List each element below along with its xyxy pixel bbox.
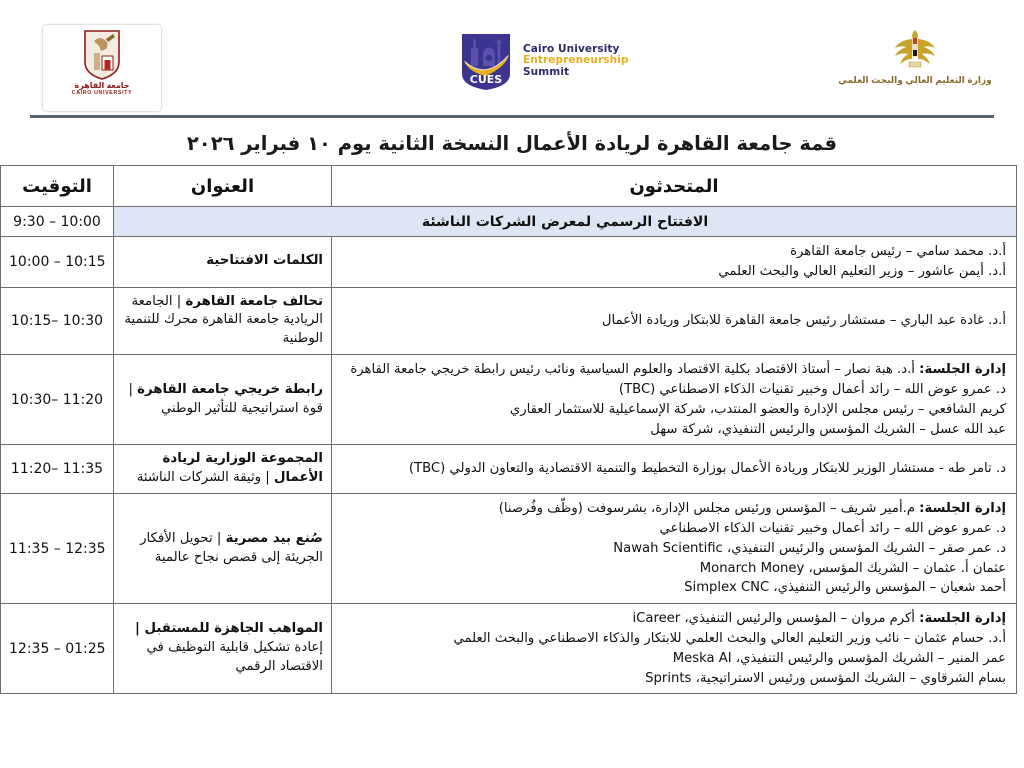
session-title [114, 237, 332, 288]
speaker-line: إدارة الجلسة: أكرم مروان – المؤسس والرئيس التنفيذي، iCareer [632, 611, 1006, 627]
cues-mark-text: CUES [469, 73, 503, 86]
session-title-main: المواهب الجاهزة للمستقبل | [134, 621, 323, 637]
session-time: 10:30– 11:20 [1, 355, 114, 445]
table-row [1, 287, 1017, 355]
session-speakers [332, 604, 1017, 694]
table-row [1, 445, 1017, 494]
document-header [0, 0, 1024, 122]
session-title [114, 494, 332, 604]
session-title-subtitle: إعادة تشكيل قابلية التوظيف في الاقتصاد الرقمي [146, 640, 323, 675]
session-title-subtitle: | الجامعة الريادية جامعة القاهرة محرك للتنمية الوطنية [124, 293, 323, 347]
session-time: 10:15– 10:30 [1, 287, 114, 355]
table-row [1, 207, 1017, 237]
table-row [1, 604, 1017, 694]
ministry-arabic-name: وزارة التعليم العالي والبحث العلمي [838, 75, 992, 85]
table-row [1, 494, 1017, 604]
session-time: 12:35 – 01:25 [1, 604, 114, 694]
speaker-line: أ.د. غادة عبد الباري – مستشار رئيس جامعة القاهرة للابتكار وريادة الأعمال [601, 313, 1006, 328]
session-time: 11:35 – 12:35 [1, 494, 114, 604]
speaker-line: عثمان أ. عثمان – الشريك المؤسس، Monarch Money [699, 560, 1006, 576]
column-header-title: العنوان [114, 166, 332, 207]
cairo-university-english-name: CAIRO UNIVERSITY [71, 90, 133, 96]
cues-line-2: Entrepreneurship [523, 54, 629, 67]
speaker-line: إدارة الجلسة: أ.د. هبة نصار – أستاذ الاقتصاد بكلية الاقتصاد والعلوم السياسية ونائب رئيس رابطة خريجي جامعة القاهرة [350, 362, 1006, 378]
speaker-line: كريم الشافعي – رئيس مجلس الإدارة والعضو المنتدب، شركة الإسماعيلية للاستثمار العقاري [509, 401, 1006, 417]
session-title [114, 355, 332, 445]
speaker-line: د. عمرو عوض الله – رائد أعمال وخبير تقنيات الذكاء الاصطناعي [659, 520, 1006, 536]
speaker-line: بسام الشرقاوي – الشريك المؤسس ورئيس الاستراتيجية، Sprints [645, 670, 1006, 686]
ministry-of-higher-education-logo [840, 26, 990, 110]
cues-line-1: Cairo University [523, 43, 620, 55]
cairo-university-arabic-name: جامعة القاهرة [74, 81, 130, 90]
speaker-line: أ.د. أيمن عاشور – وزير التعليم العالي والبحث العلمي [718, 263, 1006, 279]
cues-shield-icon [455, 30, 517, 92]
session-title [114, 287, 332, 355]
session-speakers [332, 494, 1017, 604]
speaker-line: أحمد شعبان – المؤسس والرئيس التنفيذي، Simplex CNC [684, 580, 1006, 596]
cues-wordmark [523, 44, 628, 78]
session-title-subtitle: | تحويل الأفكار الجريئة إلى قصص نجاح عالمية [140, 530, 323, 565]
cues-line-3: Summit [523, 65, 570, 78]
session-title-subtitle: | وثيقة الشركات الناشئة [136, 470, 274, 486]
session-speakers [332, 287, 1017, 355]
speaker-line: أ.د. حسام عثمان – نائب وزير التعليم العالي والبحث العلمي للابتكار والذكاء الاصطناعي والبحث العلمي [453, 630, 1006, 646]
agenda-table-body [1, 207, 1017, 694]
session-speakers [332, 237, 1017, 288]
column-header-time: التوقيت [1, 166, 114, 207]
speaker-line: د. عمر صقر – الشريك المؤسس والرئيس التنفيذي، Nawah Scientific [613, 540, 1006, 556]
cairo-university-logo [42, 24, 162, 112]
session-title-main: رابطة خريجي جامعة القاهرة [137, 381, 323, 397]
session-moderator-label: إدارة الجلسة: [919, 501, 1006, 517]
session-title [114, 604, 332, 694]
column-header-speakers: المتحدثون [332, 166, 1017, 207]
session-speakers [332, 445, 1017, 494]
session-time: 10:00 – 10:15 [1, 237, 114, 288]
session-time: 9:30 – 10:00 [1, 207, 114, 237]
cairo-university-crest-icon [82, 29, 122, 81]
header-divider [30, 115, 994, 118]
speaker-line: أ.د. محمد سامي – رئيس جامعة القاهرة [790, 244, 1006, 259]
table-row [1, 237, 1017, 288]
speaker-line: عبد الله عسل – الشريك المؤسس والرئيس التنفيذي، شركة سهل [650, 421, 1006, 437]
table-row [1, 355, 1017, 445]
session-time: 11:20– 11:35 [1, 445, 114, 494]
session-title-main: تحالف جامعة القاهرة [185, 293, 323, 309]
cues-logo [455, 30, 628, 92]
agenda-table [0, 165, 1017, 694]
session-title [114, 445, 332, 494]
speaker-line: إدارة الجلسة: م.أمير شريف – المؤسس ورئيس مجلس الإدارة، بشرسوفت (وظّف وفُرصنا) [498, 501, 1006, 517]
table-header-row [1, 166, 1017, 207]
session-title-main: صُنع بيد مصرية [225, 530, 323, 546]
session-moderator-label: إدارة الجلسة: [919, 362, 1006, 378]
eagle-of-saladin-icon [893, 26, 937, 72]
session-title-subtitle: | قوة استراتيجية للتأثير الوطني [128, 381, 323, 416]
session-speakers [332, 355, 1017, 445]
session-opening-banner: الافتتاح الرسمي لمعرض الشركات الناشئة [114, 207, 1017, 237]
session-title-main: المجموعة الوزارية لريادة الأعمال [162, 451, 323, 486]
session-title-main: الكلمات الافتتاحية [206, 253, 323, 269]
session-moderator-label: إدارة الجلسة: [919, 611, 1006, 627]
page-title: قمة جامعة القاهرة لريادة الأعمال النسخة الثانية يوم ١٠ فبراير ٢٠٢٦ [186, 132, 838, 155]
speaker-line: د. تامر طه - مستشار الوزير للابتكار وريادة الأعمال بوزارة التخطيط والتنمية الاقتصادية والتعاون الدولي (TBC) [408, 461, 1006, 477]
speaker-line: عمر المنير – الشريك المؤسس والرئيس التنفيذي، Meska AI [672, 650, 1006, 666]
speaker-line: د. عمرو عوض الله – رائد أعمال وخبير تقنيات الذكاء الاصطناعي (TBC) [618, 382, 1006, 398]
